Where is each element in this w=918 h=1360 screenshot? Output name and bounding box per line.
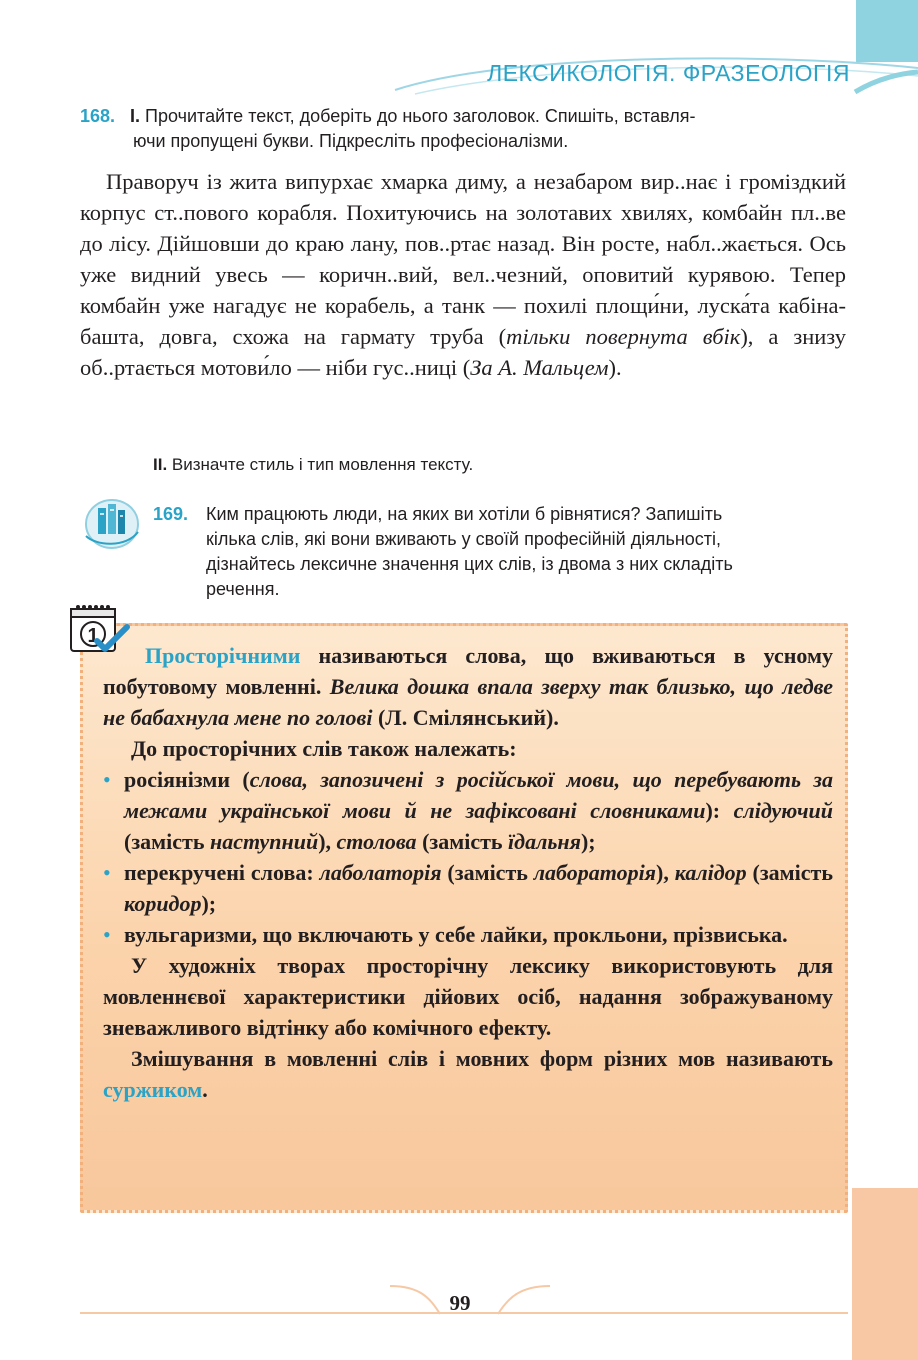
rule-subheading: До просторічних слів також належать: [131, 736, 517, 761]
rule-definition: називаються слова, що вживаються в усному побутовому мовленні. [103, 643, 833, 699]
rule-term: Просторічними [145, 643, 301, 668]
list-item [103, 857, 833, 919]
rule-box [80, 623, 848, 1213]
books-icon [82, 496, 140, 550]
reading-text [80, 166, 846, 383]
task-text: дізнайтесь лексичне значення цих слів, із двома з них складіть [206, 554, 733, 574]
exercise-168-part2 [153, 455, 473, 475]
list-italic: коридор [124, 891, 202, 916]
list-text: (замість [441, 860, 534, 885]
list-item [103, 764, 833, 857]
list-italic: наступний [209, 829, 319, 854]
reading-end: ). [608, 355, 622, 380]
list-term: росіянізми ( [124, 767, 250, 792]
rule-term: суржиком [103, 1077, 203, 1102]
rule-paragraph: Змішування в мовленні слів і мовних форм різних мов називають [131, 1046, 833, 1071]
page-number: 99 [449, 1291, 471, 1315]
list-text: ); [201, 891, 217, 916]
svg-text:1: 1 [87, 625, 99, 647]
task-text: Визначте стиль і тип мовлення тексту. [171, 455, 474, 474]
reading-italic: тільки повернута вбік [506, 324, 741, 349]
rule-list [103, 764, 833, 950]
task-text: Прочитайте текст, доберіть до нього заголовок. Спишіть, вставля- [145, 106, 696, 126]
notepad-check-icon [69, 601, 131, 657]
list-italic: калідор [674, 860, 747, 885]
reading-mid: ), а знизу об..ртається мотови́ло — ніби гус..ниці ( [80, 324, 846, 380]
rule-text [103, 640, 833, 1105]
exercise-number: 168. [80, 106, 116, 126]
exercise-169-task [153, 502, 848, 602]
exercise-number: 169. [153, 504, 189, 524]
rule-paragraph: У художніх творах просторічну лексику використовують для мовленнєвої характеристики дійових осіб, надання зображуваному зневажливого відтінку або комічного ефекту. [103, 953, 833, 1040]
exercise-168-task [80, 104, 848, 154]
list-text: (замість [416, 829, 509, 854]
list-italic: слова, запозичені з російської мови, що перебувають за межами української мови й не зафіксовані словниками [124, 767, 833, 823]
rule-author: (Л. Смілянський). [372, 705, 559, 730]
task-text: кілька слів, які вони вживають у своїй професійній діяльності, [206, 529, 722, 549]
list-item [103, 919, 833, 950]
task-text: ючи пропущені букви. Підкресліть професіоналізми. [133, 131, 569, 151]
section-title: ЛЕКСИКОЛОГІЯ. ФРАЗЕОЛОГІЯ [487, 60, 850, 86]
task-text: Ким працюють люди, на яких ви хотіли б рівнятися? Запишіть [206, 504, 723, 524]
list-italic: лаболаторія [319, 860, 442, 885]
list-italic: лабораторія [533, 860, 657, 885]
task-text: речення. [206, 579, 280, 599]
part-label: I. [130, 106, 141, 126]
list-italic: їдальня [508, 829, 581, 854]
rule-example: Велика дошка впала зверху так близько, що ледве не бабахнула мене по голові [103, 674, 833, 730]
reading-main: Праворуч із жита випурхає хмарка диму, а незабаром вир..нає і громіздкий корпус ст..пового корабля. Похитуючись на золотавих хвилях, комбайн пл..ве до лісу. Дійшовши до краю лану, пов..ртає назад. Він росте, набл..жається. Ось уже видний увесь — коричн..вий, вел..чезний, оповитий курявою. Тепер комбайн уже нагадує не корабель, а танк — похилі площи́ни, луска́та кабіна-башта, довга, схожа на гармату труба ( [80, 169, 846, 349]
rule-paragraph-end: . [202, 1077, 208, 1102]
list-term: перекручені слова: [124, 860, 320, 885]
list-text: ); [580, 829, 596, 854]
list-italic: столова [336, 829, 417, 854]
list-text: (замість [746, 860, 833, 885]
part-label: II. [153, 455, 168, 474]
list-text: ): [705, 798, 734, 823]
list-text: вульгаризми, що включають у себе лайки, прокльони, прізвиська. [124, 922, 788, 947]
list-text: (замість [124, 829, 210, 854]
reading-author: За А. Мальцем [470, 355, 609, 380]
list-text: ), [318, 829, 337, 854]
page-edge-tab [852, 1188, 918, 1360]
list-italic: слідуючий [733, 798, 833, 823]
list-text: ), [656, 860, 675, 885]
